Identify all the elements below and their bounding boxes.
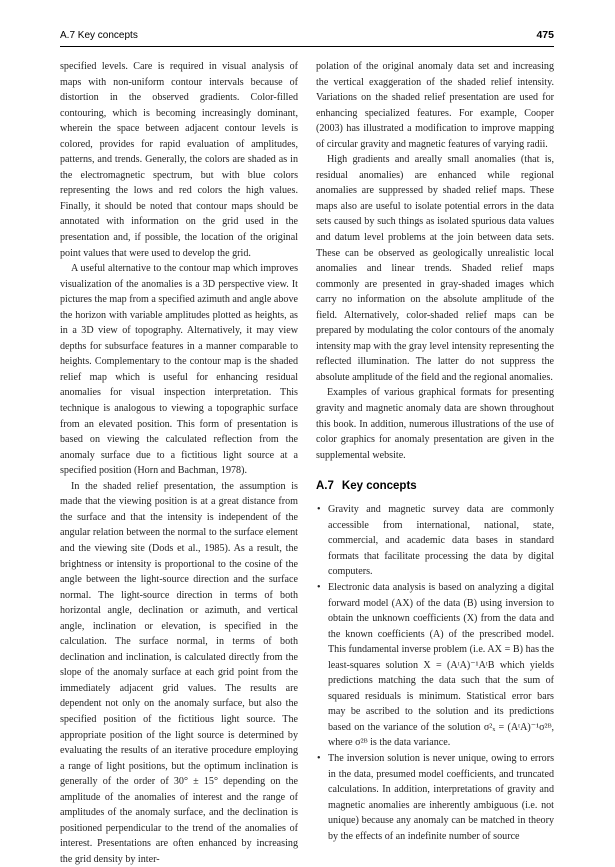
bullet-icon: •	[317, 504, 321, 516]
section-heading-text: Key concepts	[341, 480, 417, 493]
paragraph: specified levels. Care is required in visual analysis of maps with non-uniform contour intervals because of distortion in the observed gradients. Color-filled contouring, which is becoming increasingly dominant, wherein the space between adjacent contour levels is colored, provides for rapid evaluation of amplitudes, patterns, and trends. Generally, the colors are shaded as in the electromagnetic spectrum, but with blue colors representing the lows and red colors the high values. Finally, it should be noted that contour maps should be annotated with information on the grid used in the presentation and, if possible, the location of the original point values that were used to develop the grid.	[60, 61, 298, 259]
list-item	[316, 502, 554, 580]
running-header	[60, 28, 554, 47]
paragraph: polation of the original anomaly data set and increasing the vertical exaggeration of the shaded relief intensity. Variations on the shaded relief presentation are used for enhancing specialized features. For example, Cooper (2003) has illustrated a modification to improve mapping of circular gravity and magnetic features of varying radii.	[316, 61, 554, 150]
list-item	[316, 580, 554, 751]
list-item-text: Gravity and magnetic survey data are commonly accessible from international, national, state, commercial, and academic data bases in standard formats that facilitate processing the data by digital computers.	[328, 504, 554, 578]
section-number: A.7	[316, 480, 334, 493]
paragraph: Examples of various graphical formats for presenting gravity and magnetic anomaly data are shown throughout this book. In addition, numerous illustrations of the use of color graphics for anomaly presentation are given in the supplemental website.	[316, 387, 554, 461]
page-number: 475	[536, 29, 554, 41]
paragraph: A useful alternative to the contour map which improves visualization of the anomalies is a 3D perspective view. It pictures the map from a specified azimuth and angle above the horizon with variable amplitudes plotted as heights, as in a 3D view of topography. Alternatively, it may view depths for subsurface features in a manner comparable to heights. Complementary to the contour map is the shaded relief map which is useful for enhancing residual anomalies for visual inspection interpretation. This technique is analogous to viewing a topographic surface from an elevated position. This form of presentation is based on viewing the calculated reflection from the anomaly surface due to a fictitious light source at a specified position (Horn and Bachman, 1978).	[60, 263, 298, 477]
bullet-icon: •	[317, 581, 321, 593]
left-column	[60, 59, 298, 867]
key-concepts-list	[316, 502, 554, 844]
right-column	[316, 59, 554, 844]
list-item	[316, 751, 554, 844]
section-title: A.7 Key concepts	[60, 30, 138, 41]
list-item-text: Electronic data analysis is based on analyzing a digital forward model (AX) of the data (B) using inversion to obtain the unknown coefficients (X) from the data and the known coefficients (A) of the prescribed model. This fundamental inverse problem (i.e. AX = B) has the least-squares solution X = (AᵗA)⁻¹AᵗB which yields predictions matching the data such that the sum of squared residuals is minimum. Statistical error bars may be ascribed to the solution and its predictions based on the variance of the solution σ²ₓ = (AᵗA)⁻¹σ²ᴮ, where σ²ᴮ is the data variance.	[328, 581, 554, 749]
bullet-icon: •	[317, 752, 321, 764]
list-item-text: The inversion solution is never unique, owing to errors in the data, presumed model coefficients, and truncated calculations. In addition, interpretations of gravity and magnetic anomalies are inherently ambiguous (i.e. not unique) because any anomaly can be matched in theory by the effects of an indefinite number of source	[328, 752, 554, 842]
paragraph: High gradients and areally small anomalies (that is, residual anomalies) are enhanced while regional anomalies are suppressed by shaded relief maps. These maps also are useful to isolate potential errors in the data sets caused by such things as isolated spurious data values and datum level problems at the join between data sets. These can be observed as geologically unrealistic local anomalies and linear trends. Shaded relief maps commonly are presented in gray-shaded images which carry no information on the absolute amplitude of the field. Alternatively, color-shaded relief maps can be prepared by modulating the color contours of the anomaly intensity map with the gray level intensity representing the reflected illumination. The latter do not suppress the absolute amplitude of the field and the regional anomalies.	[316, 154, 554, 383]
section-heading	[316, 478, 554, 494]
paragraph: In the shaded relief presentation, the assumption is made that the viewing position is at a great distance from the surface and that the intensity is independent of the angular relation between the normal to the surface element and the viewing site (Dods et al., 1985). As a result, the brightness or intensity is proportional to the cosine of the angle between the light-source direction and the surface normal. The light-source direction in terms of both horizontal angle, declination or azimuth, and vertical angle, inclination or elevation, is specified in the calculation. The surface normal, in terms of both declination and inclination, is calculated directly from the slope of the anomaly surface at each grid point from the immediately adjacent grid values. The results are dependent not only on the anomaly surface, but also the specified position of the fictitious light source. The appropriate position of the light source is determined by evaluating the results of an iterative procedure employing a range of light positions, but the optimum inclination is generally of the order of 30° ± 15° depending on the amplitude of the anomalies of interest and the range of amplitudes of the anomaly surface, and the declination is positioned perpendicular to the trend of the anomalies of interest. Presentations are often enhanced by increasing the grid density by inter-	[60, 480, 298, 865]
